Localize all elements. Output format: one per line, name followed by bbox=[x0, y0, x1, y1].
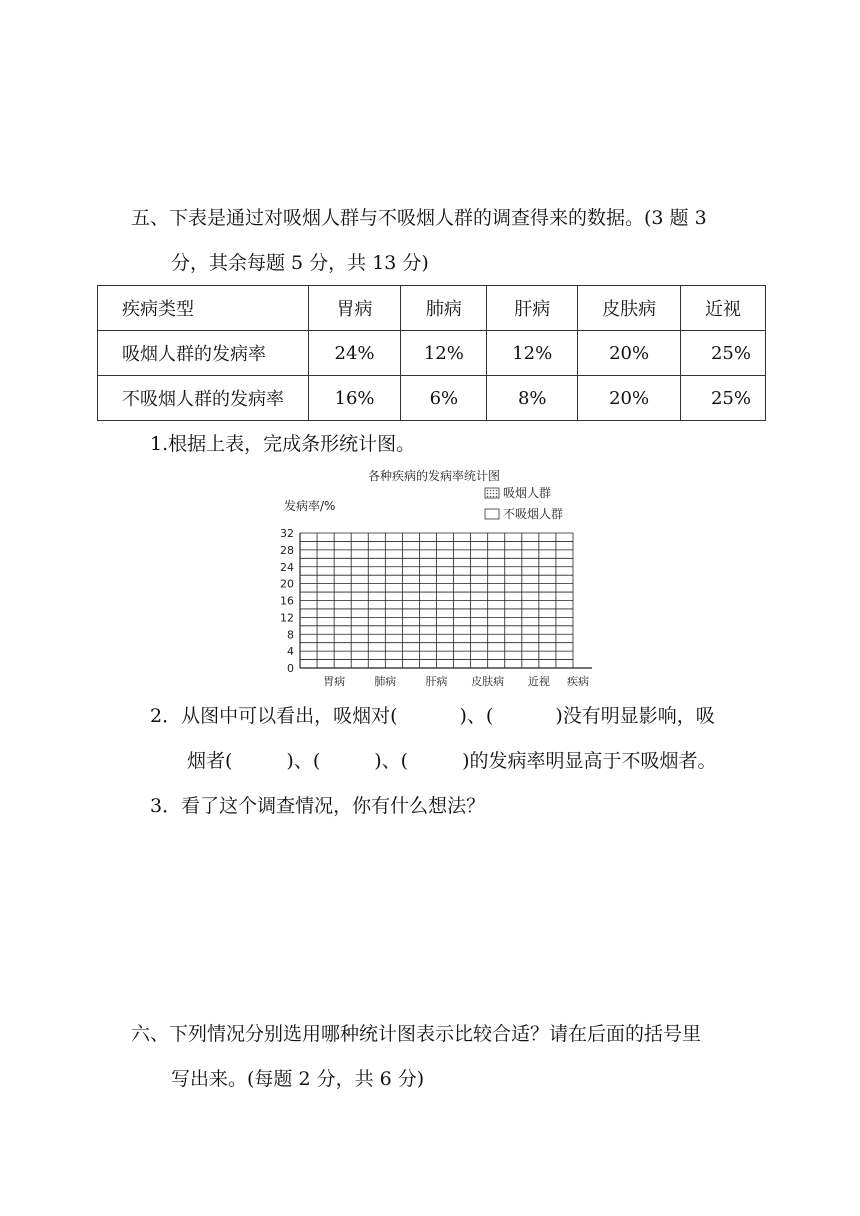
bar-chart bbox=[270, 462, 600, 692]
table-cell: 12% bbox=[401, 331, 487, 376]
q2-text: )、( bbox=[459, 705, 494, 727]
table-cell: 25% bbox=[681, 331, 766, 376]
section5-title-line1: 五、下表是通过对吸烟人群与不吸烟人群的调查得来的数据。(3 题 3 bbox=[131, 207, 707, 229]
y-tick-label: 28 bbox=[280, 543, 294, 557]
disease-rate-table bbox=[97, 285, 766, 421]
section6-title-line1: 六、下列情况分别选用哪种统计图表示比较合适？请在后面的括号里 bbox=[131, 1023, 702, 1045]
y-tick-label: 4 bbox=[287, 645, 294, 659]
legend-swatch-smokers bbox=[485, 488, 499, 498]
question-1: 1.根据上表，完成条形统计图。 bbox=[150, 433, 416, 455]
table-cell: 25% bbox=[681, 376, 766, 421]
table-cell: 吸烟人群的发病率 bbox=[98, 331, 309, 376]
chart-y-ticks bbox=[280, 527, 294, 675]
question-2-line2 bbox=[187, 749, 717, 773]
table-cell: 不吸烟人群的发病率 bbox=[98, 376, 309, 421]
table-cell: 16% bbox=[308, 376, 401, 421]
section5-title-line2: 分，其余每题 5 分，共 13 分) bbox=[171, 252, 429, 274]
legend-label-smokers: 吸烟人群 bbox=[503, 486, 552, 500]
y-tick-label: 32 bbox=[280, 527, 294, 540]
legend-label-nonsmokers: 不吸烟人群 bbox=[503, 507, 564, 521]
table-header-row bbox=[98, 286, 766, 331]
table-cell: 20% bbox=[578, 376, 681, 421]
q2-text: )没有明显影响，吸 bbox=[555, 705, 715, 727]
table-cell: 胃病 bbox=[308, 286, 401, 331]
y-tick-label: 16 bbox=[280, 594, 294, 608]
q2-text: 2．从图中可以看出，吸烟对( bbox=[150, 705, 398, 727]
q2-text: )、( bbox=[374, 750, 409, 772]
table-cell: 近视 bbox=[681, 286, 766, 331]
table-cell: 20% bbox=[578, 331, 681, 376]
x-category-label: 胃病 bbox=[323, 675, 346, 688]
question-3: 3．看了这个调查情况，你有什么想法？ bbox=[150, 795, 486, 817]
table-cell: 12% bbox=[487, 331, 578, 376]
table-cell: 疾病类型 bbox=[98, 286, 309, 331]
chart-y-axis-label: 发病率/% bbox=[284, 499, 336, 513]
chart-title: 各种疾病的发病率统计图 bbox=[367, 469, 501, 483]
section6-title-line2: 写出来。(每题 2 分，共 6 分) bbox=[171, 1068, 425, 1090]
q2-text: 烟者( bbox=[187, 750, 233, 772]
y-tick-label: 20 bbox=[280, 577, 294, 591]
q2-text: )、( bbox=[286, 750, 321, 772]
legend-swatch-nonsmokers bbox=[485, 509, 499, 519]
x-axis-label: 疾病 bbox=[567, 675, 589, 688]
y-tick-label: 12 bbox=[280, 611, 294, 625]
bar-chart-svg bbox=[270, 462, 600, 692]
table-row bbox=[98, 376, 766, 421]
x-category-label: 近视 bbox=[527, 675, 550, 688]
chart-grid bbox=[300, 533, 592, 668]
y-tick-label: 8 bbox=[287, 628, 294, 642]
y-tick-label: 24 bbox=[280, 560, 294, 574]
chart-x-labels bbox=[323, 674, 589, 688]
q2-text: )的发病率明显高于不吸烟者。 bbox=[462, 750, 717, 772]
y-tick-label: 0 bbox=[287, 662, 294, 675]
question-2-line1 bbox=[150, 704, 715, 728]
chart-legend bbox=[485, 485, 563, 521]
table-cell: 皮肤病 bbox=[578, 286, 681, 331]
table-cell: 24% bbox=[308, 331, 401, 376]
table-cell: 肺病 bbox=[401, 286, 487, 331]
table-cell: 6% bbox=[401, 376, 487, 421]
table-cell: 肝病 bbox=[487, 286, 578, 331]
x-category-label: 皮肤病 bbox=[471, 675, 505, 688]
x-category-label: 肝病 bbox=[425, 675, 448, 688]
table-row bbox=[98, 331, 766, 376]
x-category-label: 肺病 bbox=[374, 675, 397, 688]
table-cell: 8% bbox=[487, 376, 578, 421]
